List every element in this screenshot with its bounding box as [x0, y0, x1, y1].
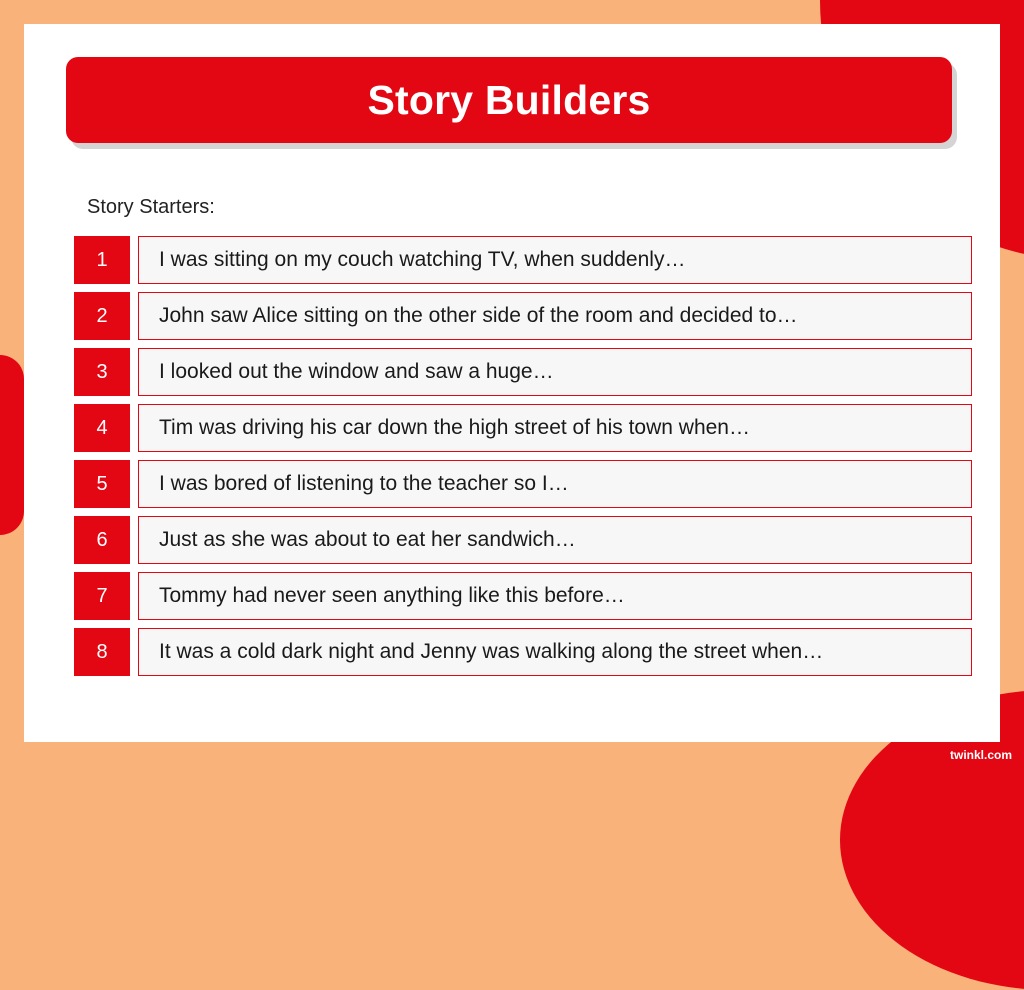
item-number-badge: 8: [74, 628, 130, 676]
item-text: John saw Alice sitting on the other side of the room and decided to…: [138, 292, 972, 340]
item-text: Just as she was about to eat her sandwich…: [138, 516, 972, 564]
item-number-badge: 2: [74, 292, 130, 340]
decorative-red-shape-left: [0, 355, 24, 535]
story-starters-list: [74, 236, 954, 684]
item-text: I was bored of listening to the teacher so I…: [138, 460, 972, 508]
item-text: It was a cold dark night and Jenny was walking along the street when…: [138, 628, 972, 676]
list-item: [74, 460, 954, 508]
section-subtitle: Story Starters:: [87, 196, 215, 218]
page-title: Story Builders: [367, 76, 651, 123]
item-number-badge: 7: [74, 572, 130, 620]
item-number-badge: 5: [74, 460, 130, 508]
item-number-badge: 1: [74, 236, 130, 284]
item-text: Tommy had never seen anything like this before…: [138, 572, 972, 620]
title-banner: [66, 57, 952, 143]
twinkl-watermark: twinkl.com: [950, 748, 1013, 762]
list-item: [74, 572, 954, 620]
item-text: Tim was driving his car down the high street of his town when…: [138, 404, 972, 452]
item-number-badge: 6: [74, 516, 130, 564]
list-item: [74, 236, 954, 284]
list-item: [74, 292, 954, 340]
item-number-badge: 4: [74, 404, 130, 452]
list-item: [74, 348, 954, 396]
list-item: [74, 628, 954, 676]
list-item: [74, 516, 954, 564]
list-item: [74, 404, 954, 452]
item-text: I looked out the window and saw a huge…: [138, 348, 972, 396]
item-number-badge: 3: [74, 348, 130, 396]
item-text: I was sitting on my couch watching TV, when suddenly…: [138, 236, 972, 284]
slide-canvas: [24, 24, 1000, 742]
